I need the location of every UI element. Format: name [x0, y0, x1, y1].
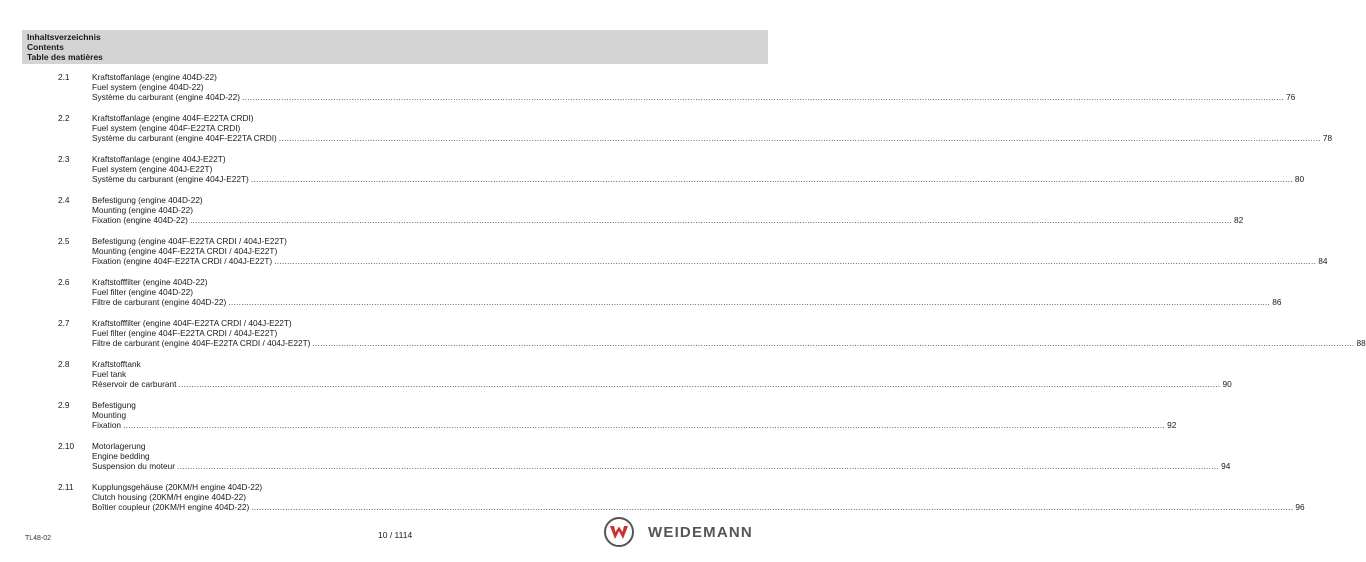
dot-leader: ................................................................................................................................................................................................................................................................................................................................................................................................................ [123, 420, 1166, 431]
title-fr-row [92, 420, 1177, 431]
dot-leader: ................................................................................................................................................................................................................................................................................................................................................................................................................ [312, 338, 1355, 349]
page-ref: 86 [1272, 297, 1282, 308]
page-ref: 84 [1318, 256, 1328, 267]
section-number: 2.4 [58, 195, 70, 205]
dot-leader: ................................................................................................................................................................................................................................................................................................................................................................................................................ [228, 297, 1271, 308]
section-number: 2.1 [58, 72, 70, 82]
title-fr-row [92, 256, 1328, 267]
title-en: Fuel filter (engine 404F-E22TA CRDI / 404J-E22T) [92, 328, 278, 339]
section-number: 2.8 [58, 359, 70, 369]
title-fr: Filtre de carburant (engine 404F-E22TA CRDI / 404J-E22T) [92, 338, 311, 349]
title-fr-row [92, 297, 1282, 308]
dot-leader: ................................................................................................................................................................................................................................................................................................................................................................................................................ [278, 133, 1321, 144]
title-de: Motorlagerung [92, 441, 146, 451]
title-fr-row [92, 174, 1305, 185]
title-de: Kraftstoffanlage (engine 404F-E22TA CRDI) [92, 113, 254, 123]
header-title-en: Contents [27, 42, 64, 52]
dot-leader: ................................................................................................................................................................................................................................................................................................................................................................................................................ [189, 215, 1232, 226]
title-fr-row [92, 461, 1231, 472]
title-fr: Système du carburant (engine 404D-22) [92, 92, 241, 103]
dot-leader: ................................................................................................................................................................................................................................................................................................................................................................................................................ [178, 379, 1221, 390]
title-en: Fuel system (engine 404J-E22T) [92, 164, 213, 175]
title-de: Kraftstofftank [92, 359, 141, 369]
header-title-fr: Table des matières [27, 52, 103, 62]
title-fr-row [92, 133, 1333, 144]
section-number: 2.2 [58, 113, 70, 123]
title-fr-row [92, 215, 1244, 226]
dot-leader: ................................................................................................................................................................................................................................................................................................................................................................................................................ [177, 461, 1220, 472]
page-ref: 88 [1356, 338, 1366, 349]
toc-entry[interactable] [0, 154, 1305, 190]
title-en: Mounting (engine 404F-E22TA CRDI / 404J-E22T) [92, 246, 278, 257]
title-de: Kraftstofffilter (engine 404D-22) [92, 277, 208, 287]
toc-entry[interactable] [0, 482, 1305, 518]
weidemann-logo-icon [604, 517, 634, 547]
title-fr: Boîtier coupleur (20KM/H engine 404D-22) [92, 502, 250, 513]
title-en: Mounting [92, 410, 127, 421]
toc-header [22, 30, 768, 64]
title-fr: Fixation (engine 404F-E22TA CRDI / 404J-E22T) [92, 256, 273, 267]
dot-leader: ................................................................................................................................................................................................................................................................................................................................................................................................................ [250, 174, 1293, 185]
page-ref: 90 [1222, 379, 1232, 390]
page-ref: 96 [1295, 502, 1305, 513]
title-fr: Système du carburant (engine 404F-E22TA CRDI) [92, 133, 277, 144]
section-number: 2.11 [58, 482, 74, 492]
title-fr: Filtre de carburant (engine 404D-22) [92, 297, 227, 308]
brand-name: WEIDEMANN [648, 524, 753, 541]
dot-leader: ................................................................................................................................................................................................................................................................................................................................................................................................................ [251, 502, 1294, 513]
toc-entry[interactable] [0, 277, 1282, 313]
page-ref: 78 [1322, 133, 1333, 144]
title-en: Fuel system (engine 404F-E22TA CRDI) [92, 123, 241, 134]
header-title-de: Inhaltsverzeichnis [27, 32, 101, 42]
title-fr-row [92, 338, 1366, 349]
toc-entry[interactable] [0, 318, 1366, 354]
title-en: Clutch housing (20KM/H engine 404D-22) [92, 492, 247, 503]
toc-entry[interactable] [0, 441, 1231, 477]
title-de: Befestigung (engine 404D-22) [92, 195, 203, 205]
title-de: Befestigung (engine 404F-E22TA CRDI / 404J-E22T) [92, 236, 287, 246]
document-code: TL48-02 [25, 535, 52, 542]
title-fr-row [92, 92, 1296, 103]
toc-entry[interactable] [0, 400, 1177, 436]
toc-entry[interactable] [0, 72, 1296, 108]
title-de: Kraftstofffilter (engine 404F-E22TA CRDI / 404J-E22T) [92, 318, 292, 328]
title-en: Fuel system (engine 404D-22) [92, 82, 204, 93]
title-en: Fuel filter (engine 404D-22) [92, 287, 193, 298]
title-fr-row [92, 379, 1232, 390]
page-ref: 80 [1294, 174, 1305, 185]
section-number: 2.10 [58, 441, 75, 451]
toc-entry[interactable] [0, 359, 1232, 395]
toc-entry[interactable] [0, 113, 1333, 149]
page-ref: 76 [1286, 92, 1296, 103]
title-fr: Réservoir de carburant [92, 379, 177, 390]
section-number: 2.3 [58, 154, 70, 164]
title-de: Kupplungsgehäuse (20KM/H engine 404D-22) [92, 482, 263, 492]
title-fr: Système du carburant (engine 404J-E22T) [92, 174, 249, 185]
section-number: 2.6 [58, 277, 70, 287]
title-de: Kraftstoffanlage (engine 404D-22) [92, 72, 217, 82]
section-number: 2.9 [58, 400, 70, 410]
page-number: 10 / 1114 [378, 530, 413, 540]
toc-entry[interactable] [0, 195, 1244, 231]
title-de: Kraftstoffanlage (engine 404J-E22T) [92, 154, 226, 164]
dot-leader: ................................................................................................................................................................................................................................................................................................................................................................................................................ [242, 92, 1285, 103]
title-en: Engine bedding [92, 451, 150, 462]
title-en: Fuel tank [92, 369, 127, 380]
section-number: 2.5 [58, 236, 70, 246]
toc-entry[interactable] [0, 236, 1328, 272]
title-en: Mounting (engine 404D-22) [92, 205, 194, 216]
title-fr: Fixation [92, 420, 122, 431]
page-ref: 82 [1234, 215, 1244, 226]
dot-leader: ................................................................................................................................................................................................................................................................................................................................................................................................................ [274, 256, 1317, 267]
section-number: 2.7 [58, 318, 70, 328]
title-de: Befestigung [92, 400, 136, 410]
title-fr: Fixation (engine 404D-22) [92, 215, 188, 226]
page-ref: 92 [1167, 420, 1177, 431]
title-fr-row [92, 502, 1305, 513]
title-fr: Suspension du moteur [92, 461, 176, 472]
page-ref: 94 [1221, 461, 1231, 472]
